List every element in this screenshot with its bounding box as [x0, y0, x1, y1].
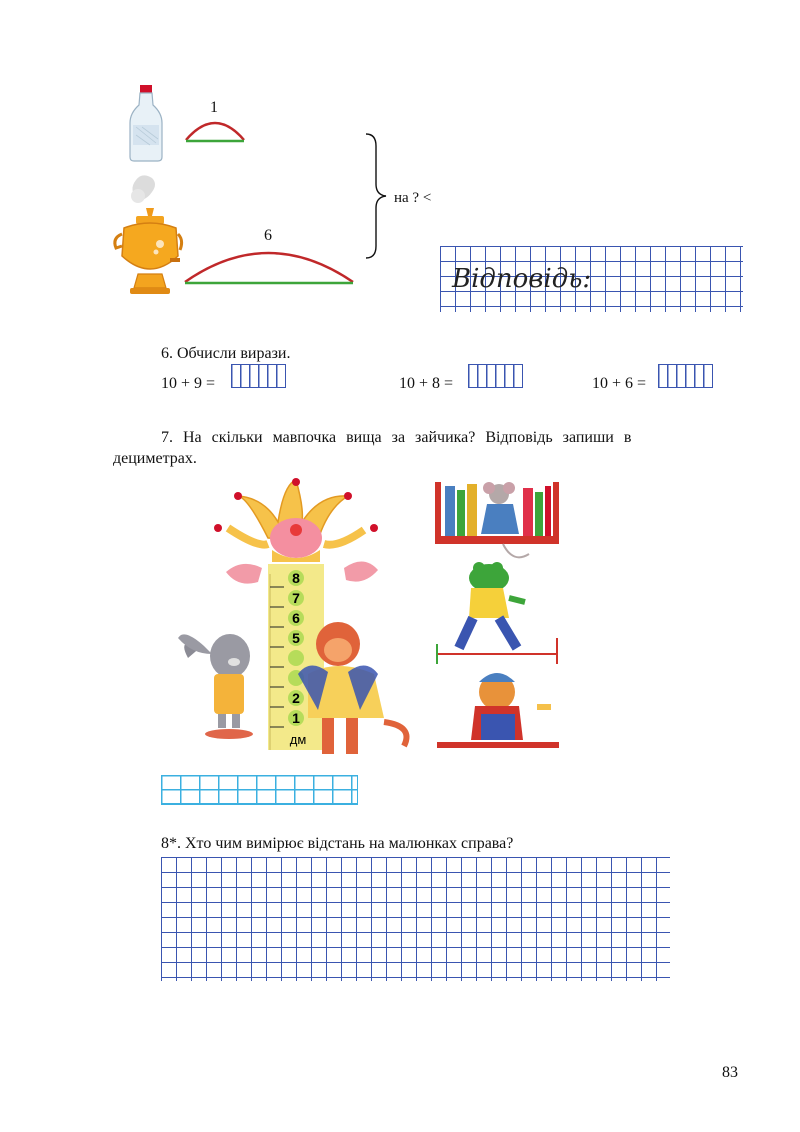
answer-grid[interactable] [440, 246, 743, 312]
ruler-mark-label: 2 [292, 690, 300, 706]
task7-line2: дециметрах. [113, 450, 197, 467]
small-arc-diagram [183, 112, 247, 146]
ruler-mark-label: 8 [292, 570, 300, 586]
ruler-mark-label: 5 [292, 630, 300, 646]
bottle-icon [128, 83, 164, 163]
large-arc-label: 6 [264, 227, 272, 244]
page-number: 83 [722, 1064, 738, 1081]
expression-2: 10 + 8 = [399, 375, 454, 392]
answer-grid-task8[interactable] [161, 857, 670, 981]
answer-cells-task7[interactable] [161, 775, 358, 805]
measuring-animals-illustration [433, 478, 603, 768]
answer-cells-2[interactable] [468, 364, 523, 388]
small-arc-label: 1 [210, 99, 218, 116]
task6-title: 6. Обчисли вирази. [161, 345, 291, 362]
height-illustration [178, 478, 418, 768]
task7-line1: 7. На скільки мавпочка вища за зайчика? Відповідь запиши в [161, 429, 632, 446]
ruler-mark-label: 7 [292, 590, 300, 606]
ruler-mark-label: 1 [292, 710, 300, 726]
ruler-mark-label: 6 [292, 610, 300, 626]
answer-label: Відповідь: [452, 264, 592, 294]
task8-title: 8*. Хто чим вимірює відстань на малюнках справа? [161, 835, 514, 852]
samovar-icon [108, 170, 184, 302]
expression-1: 10 + 9 = [161, 375, 216, 392]
large-arc-diagram [182, 242, 356, 288]
comparison-question: на ? < [394, 190, 432, 206]
answer-cells-3[interactable] [658, 364, 713, 388]
answer-cells-1[interactable] [231, 364, 286, 388]
curly-brace [364, 132, 388, 260]
expression-3: 10 + 6 = [592, 375, 647, 392]
ruler-unit-label: дм [289, 732, 307, 747]
ruler-mark-circle [288, 650, 304, 666]
